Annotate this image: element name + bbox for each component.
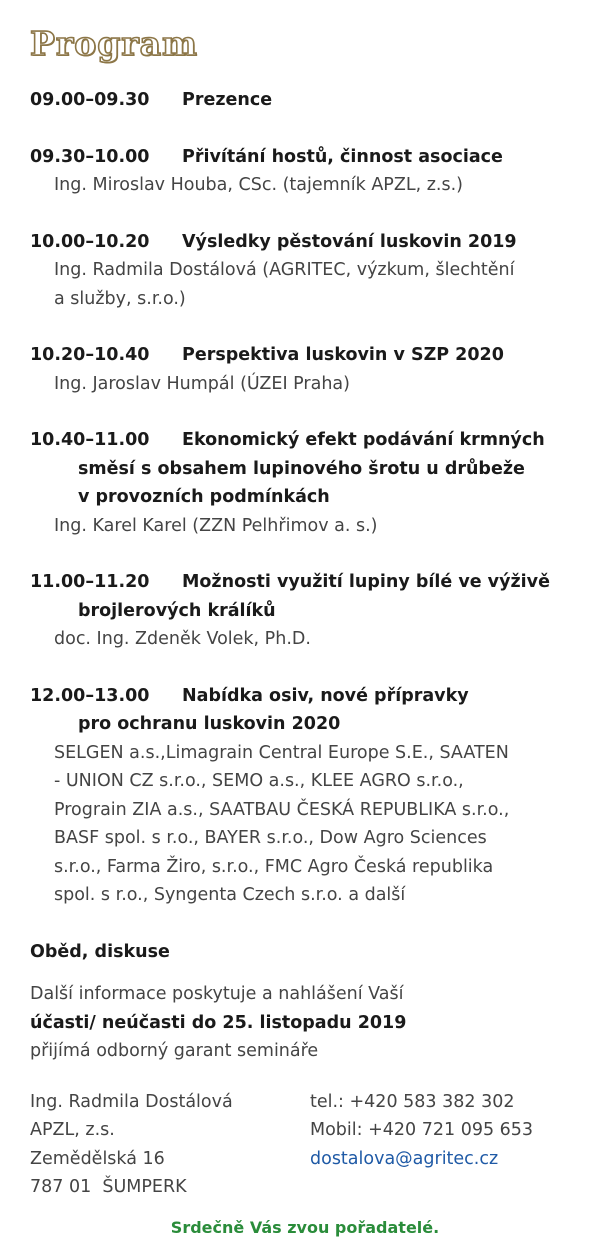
program-item-time: 09.00–09.30 (30, 90, 150, 110)
info-text (30, 980, 580, 1066)
program-item-time: 11.00–11.20 (30, 572, 150, 592)
program-item-topic: Nabídka osiv, nové přípravky (182, 685, 469, 706)
program-item-topic-continued: v provozních podmínkách (78, 487, 330, 507)
program-item-speaker: s.r.o., Farma Žiro, s.r.o., FMC Agro Česká republika (54, 856, 494, 877)
program-item (30, 143, 580, 200)
lunch-heading: Oběd, diskuse (30, 941, 170, 962)
footer-invitation: Srdečně Vás zvou pořadatelé. (170, 1217, 440, 1237)
program-item (30, 341, 580, 398)
program-item-header (30, 228, 580, 257)
program-item-topic: Výsledky pěstování luskovin 2019 (182, 231, 517, 252)
program-page (30, 22, 580, 1237)
program-item-header (30, 682, 580, 711)
program-item-speaker: SELGEN a.s.,Limagrain Central Europe S.E., SAATEN (54, 742, 509, 763)
page-title: Program (30, 24, 198, 63)
program-item-speaker: Ing. Radmila Dostálová (AGRITEC, výzkum, šlechtění (54, 260, 515, 280)
program-item-topic: Přivítání hostů, činnost asociace (182, 146, 503, 167)
program-item-speaker: - UNION CZ s.r.o., SEMO a.s., KLEE AGRO s.r.o., (54, 771, 464, 791)
program-item (30, 86, 580, 115)
info-deadline: účasti/ neúčasti do 25. listopadu 2019 (30, 1012, 407, 1033)
program-item-header (30, 143, 580, 172)
contact-email-link[interactable]: dostalova@agritec.cz (310, 1148, 499, 1169)
program-item-topic-continued: pro ochranu luskovin 2020 (78, 714, 341, 734)
program-item-header (30, 426, 580, 455)
program-list (30, 86, 580, 910)
program-item-topic-continued: směsí s obsahem lupinového šrotu u drůbeže (78, 458, 525, 479)
contact-tel: tel.: +420 583 382 302 (310, 1091, 515, 1112)
program-item-topic: Prezence (182, 90, 273, 110)
program-item-speaker: Ing. Miroslav Houba, CSc. (tajemník APZL, z.s.) (54, 175, 463, 195)
program-item-header (30, 86, 580, 115)
program-item (30, 228, 580, 314)
program-item-time: 10.40–11.00 (30, 430, 150, 450)
program-item-header (30, 341, 580, 370)
program-item-speaker: spol. s r.o., Syngenta Czech s.r.o. a další (54, 885, 406, 905)
program-item-topic: Perspektiva luskovin v SZP 2020 (182, 345, 504, 365)
info-line-2 (30, 1009, 580, 1038)
program-item (30, 682, 580, 910)
contact-name: Ing. Radmila Dostálová (30, 1091, 233, 1112)
program-item-speaker: Ing. Karel Karel (ZZN Pelhřimov a. s.) (54, 515, 378, 536)
program-item-speaker: Ing. Jaroslav Humpál (ÚZEI Praha) (54, 373, 350, 394)
program-item-header (30, 568, 580, 597)
program-item-time: 10.00–10.20 (30, 231, 150, 252)
program-item-speaker: a služby, s.r.o.) (54, 288, 186, 309)
program-item-speaker: BASF spol. s r.o., BAYER s.r.o., Dow Agro Sciences (54, 828, 487, 848)
info-line-1: Další informace poskytuje a nahlášení Vaší (30, 984, 404, 1004)
program-item-topic: Možnosti využití lupiny bílé ve výživě (182, 572, 550, 592)
program-item-time: 09.30–10.00 (30, 146, 150, 167)
contact-phones (310, 1088, 533, 1202)
program-item (30, 426, 580, 540)
program-item-speaker: Prograin ZIA a.s., SAATBAU ČESKÁ REPUBLIKA s.r.o., (54, 799, 510, 820)
program-item-topic: Ekonomický efekt podávání krmných (182, 430, 545, 450)
program-item-time: 10.20–10.40 (30, 345, 150, 365)
contact-city: 787 01 ŠUMPERK (30, 1177, 187, 1197)
program-item (30, 568, 580, 654)
contact-org: APZL, z.s. (30, 1120, 115, 1140)
program-item-time: 12.00–13.00 (30, 685, 150, 706)
info-line-3: přijímá odborný garant semináře (30, 1041, 319, 1061)
contact-address (30, 1088, 310, 1202)
program-item-speaker: doc. Ing. Zdeněk Volek, Ph.D. (54, 629, 311, 649)
contact-block (30, 1088, 580, 1202)
program-item-topic-continued: brojlerových králíků (78, 600, 276, 621)
contact-street: Zemědělská 16 (30, 1148, 165, 1169)
contact-mobile: Mobil: +420 721 095 653 (310, 1120, 534, 1140)
